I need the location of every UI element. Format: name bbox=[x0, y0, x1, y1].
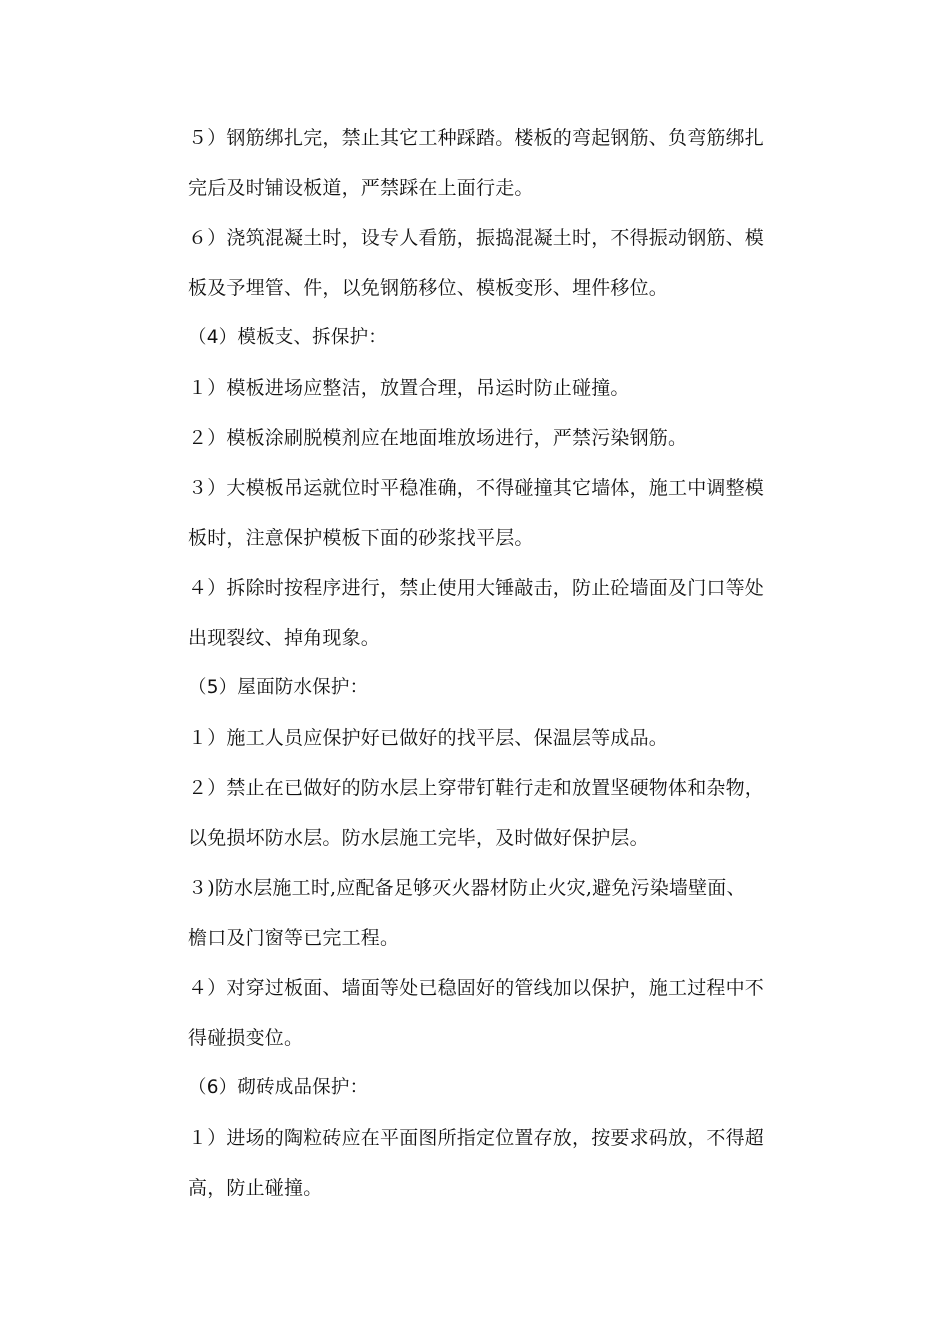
text-line: 板时，注意保护模板下面的砂浆找平层。 bbox=[188, 527, 534, 549]
section-heading: （6）砌砖成品保护： bbox=[188, 1077, 369, 1098]
text-line: ６）浇筑混凝土时，设专人看筋，振捣混凝土时，不得振动钢筋、模 bbox=[188, 227, 765, 249]
section-heading: （5）屋面防水保护： bbox=[188, 677, 369, 698]
section-heading: （4）模板支、拆保护： bbox=[188, 327, 387, 348]
text-line: ２）禁止在已做好的防水层上穿带钉鞋行走和放置坚硬物体和杂物， bbox=[188, 777, 765, 799]
text-line: ４）拆除时按程序进行，禁止使用大锤敲击，防止砼墙面及门口等处 bbox=[188, 577, 765, 599]
text-line: 板及予埋管、件，以免钢筋移位、模板变形、埋件移位。 bbox=[188, 277, 669, 299]
text-line: 得碰损变位。 bbox=[188, 1027, 304, 1049]
text-line: １）模板进场应整洁，放置合理，吊运时防止碰撞。 bbox=[188, 377, 630, 399]
text-line: ２）模板涂刷脱模剂应在地面堆放场进行，严禁污染钢筋。 bbox=[188, 427, 688, 449]
text-line: ５）钢筋绑扎完，禁止其它工种踩踏。楼板的弯起钢筋、负弯筋绑扎 bbox=[188, 127, 765, 149]
document-body bbox=[188, 120, 818, 1220]
text-line: 完后及时铺设板道，严禁踩在上面行走。 bbox=[188, 177, 534, 199]
text-line: 高，防止碰撞。 bbox=[188, 1177, 323, 1199]
text-line: ３）大模板吊运就位时平稳准确，不得碰撞其它墙体，施工中调整模 bbox=[188, 477, 765, 499]
text-line: 以免损坏防水层。防水层施工完毕，及时做好保护层。 bbox=[188, 827, 649, 849]
text-line: ４）对穿过板面、墙面等处已稳固好的管线加以保护，施工过程中不 bbox=[188, 977, 765, 999]
text-line: 檐口及门窗等已完工程。 bbox=[188, 927, 400, 949]
text-line: １）进场的陶粒砖应在平面图所指定位置存放，按要求码放，不得超 bbox=[188, 1127, 765, 1149]
text-line: １）施工人员应保护好已做好的找平层、保温层等成品。 bbox=[188, 727, 669, 749]
text-line: 出现裂纹、掉角现象。 bbox=[188, 627, 381, 649]
text-line: ３)防水层施工时,应配备足够灭火器材防止火灾,避免污染墙壁面、 bbox=[188, 877, 746, 899]
